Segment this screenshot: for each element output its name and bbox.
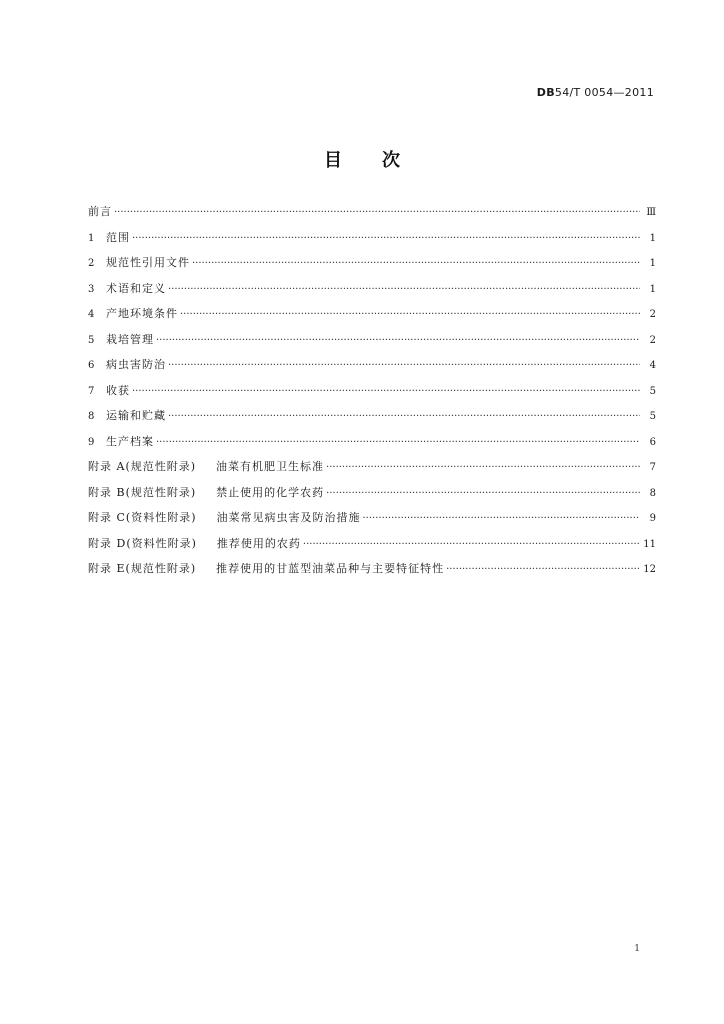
toc-entry-number: 6 [88,360,95,371]
toc-entry-4[interactable] [88,306,656,332]
toc-entry-appendix-c[interactable] [88,510,656,536]
toc-leader-dots [114,205,640,221]
toc-entry-appendix-e[interactable] [88,561,656,587]
toc-appendix-prefix: 附录 E(规范性附录) [88,562,197,575]
toc-leader-dots [168,409,640,425]
toc-page-number: 7 [649,462,656,473]
toc-page-number: 1 [649,232,656,244]
toc-entry-label: 生产档案 [106,434,154,448]
toc-entry-label: 油菜有机肥卫生标准 [216,460,325,473]
toc-entry-number: 2 [88,258,95,269]
toc-entry-label: 病虫害防治 [106,358,166,371]
table-of-contents [88,204,656,587]
toc-entry-label: 推荐使用的甘蓝型油菜品种与主要特征特性 [216,562,445,575]
toc-page-number: 5 [649,411,656,422]
toc-appendix-prefix: 附录 B(规范性附录) [88,485,197,499]
toc-page-number: 11 [643,538,656,550]
toc-leader-dots [168,282,640,298]
toc-entry-number: 3 [88,283,95,295]
toc-leader-dots [180,307,640,323]
page-title: 目次 [324,150,440,171]
toc-entry-number: 8 [88,411,95,422]
toc-leader-dots [303,537,639,553]
toc-leader-dots [446,562,639,578]
toc-appendix-prefix: 附录 A(规范性附录) [88,460,197,473]
toc-page-number: 9 [649,513,656,524]
toc-entry-number: 1 [88,232,95,244]
toc-entry-number: 4 [88,309,95,320]
toc-entry-label: 运输和贮藏 [106,409,166,422]
footer-page-number: 1 [634,944,640,954]
toc-entry-7[interactable] [88,383,656,409]
toc-entry-6[interactable] [88,357,656,383]
toc-page-number: 4 [649,360,656,371]
standard-code [537,86,654,99]
toc-page-number: 12 [643,564,656,575]
toc-page-number: 1 [649,258,656,269]
toc-entry-label: 收获 [106,383,130,397]
toc-entry-8[interactable] [88,408,656,434]
toc-entry-number: 7 [88,385,95,397]
toc-leader-dots [168,358,640,374]
toc-page-number: 1 [649,283,656,295]
toc-entry-appendix-a[interactable] [88,459,656,485]
toc-entry-label: 规范性引用文件 [106,256,190,269]
toc-leader-dots [156,435,640,451]
standard-code-number: 54/T 0054—2011 [554,86,654,99]
toc-entry-label: 术语和定义 [106,281,166,295]
toc-leader-dots [132,384,640,400]
toc-entry-appendix-b[interactable] [88,485,656,511]
toc-leader-dots [192,256,640,272]
toc-entry-number: 5 [88,334,95,346]
standard-code-prefix: DB [536,86,555,99]
toc-leader-dots [326,486,640,502]
toc-entry-number: 9 [88,436,95,448]
toc-entry-label: 产地环境条件 [106,307,178,320]
toc-leader-dots [326,460,640,476]
toc-entry-3[interactable] [88,281,656,307]
toc-entry-label: 推荐使用的农药 [216,536,301,550]
toc-page-number: 8 [649,487,656,499]
toc-page-number: 2 [649,309,656,320]
toc-entry-2[interactable] [88,255,656,281]
toc-page-number: 6 [649,436,656,448]
toc-entry-label: 范围 [106,230,130,244]
toc-entry-9[interactable] [88,434,656,460]
toc-appendix-prefix: 附录 D(资料性附录) [88,536,197,550]
toc-leader-dots [132,231,640,247]
toc-entry-5[interactable] [88,332,656,358]
toc-page-number: Ⅲ [646,207,656,218]
toc-entry-label: 油菜常见病虫害及防治措施 [216,511,361,524]
toc-leader-dots [363,511,641,527]
toc-entry-label: 栽培管理 [106,332,154,346]
toc-page-number: 2 [649,334,656,346]
toc-entry-label: 禁止使用的化学农药 [216,485,325,499]
toc-entry-label: 前言 [88,205,112,218]
toc-appendix-prefix: 附录 C(资料性附录) [88,511,197,524]
toc-entry-appendix-d[interactable] [88,536,656,562]
toc-entry-1[interactable] [88,230,656,256]
toc-page-number: 5 [649,385,656,397]
toc-entry-foreword[interactable] [88,204,656,230]
toc-leader-dots [156,333,640,349]
